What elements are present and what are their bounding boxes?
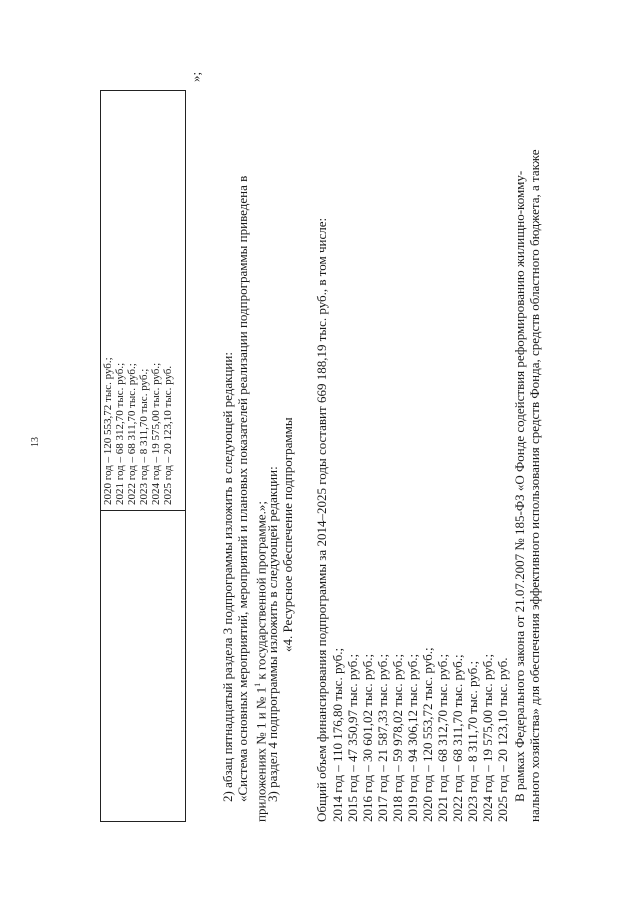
year-list [330, 647, 510, 822]
list-item: 2025 год – 20 123,10 тыс. руб. [495, 657, 510, 822]
section-heading: «4. Ресурсное обеспечение подпрограммы [280, 417, 295, 652]
table-cell-years [102, 357, 174, 505]
total-line: Общий объем финансирования подпрограммы за 2014–2025 годы составит 669 188,19 тыс. руб., в том числе: [314, 217, 329, 822]
table-line: 2023 год – 8 311,70 тыс. руб.; [138, 368, 150, 505]
funding-table [100, 90, 186, 822]
page-number: 13 [30, 437, 41, 447]
list-item: 2023 год – 8 311,70 тыс. руб.; [465, 660, 480, 822]
list-item: 2015 год – 47 350,97 тыс. руб.; [345, 653, 360, 822]
list-item: 2019 год – 94 306,12 тыс. руб.; [405, 653, 420, 822]
superscript-one: 1 [253, 682, 262, 687]
item2-quote-line1: «Система основных мероприятий, мероприятий и плановых показателей реализации подпрограммы приведена в [235, 175, 250, 802]
list-item: 2024 год – 19 575,00 тыс. руб.; [480, 653, 495, 822]
item2-quote-line2-end: к государственной программе.»; [253, 501, 269, 683]
list-item: 2022 год – 68 311,70 тыс. руб.; [450, 654, 465, 822]
item2-title: 2) абзац пятнадцатый раздела 3 подпрограммы изложить в следующей редакции: [220, 352, 235, 802]
list-item: 2020 год – 120 553,72 тыс. руб.; [420, 647, 435, 822]
table-line: 2021 год – 68 312,70 тыс. руб.; [114, 362, 126, 505]
table-column-divider [101, 510, 185, 511]
final-paragraph-line2: нального хозяйства» для обеспечения эффективного использования средств Фонда, средств областного бюджета, а также [527, 149, 542, 822]
table-line: 2022 год – 68 311,70 тыс. руб.; [126, 363, 138, 505]
rotated-page-content [60, 72, 620, 852]
final-paragraph-line1: В рамках Федерального закона от 21.07.2007 № 185-ФЗ «О Фонде содействия реформированию жилищно-комму- [512, 170, 527, 802]
table-line: 2020 год – 120 553,72 тыс. руб.; [102, 357, 114, 505]
table-line: 2025 год – 20 123,10 тыс. руб. [162, 365, 174, 505]
closing-quote-mark: »; [188, 71, 203, 82]
list-item: 2014 год – 110 176,80 тыс. руб.; [330, 647, 345, 822]
list-item: 2021 год – 68 312,70 тыс. руб.; [435, 653, 450, 822]
list-item: 2018 год – 59 978,02 тыс. руб.; [390, 653, 405, 822]
table-line: 2024 год – 19 575,00 тыс. руб.; [150, 362, 162, 505]
item2-quote-line2-text: приложениях № 1 и № 1 [253, 686, 269, 822]
list-item: 2017 год – 21 587,33 тыс. руб.; [375, 653, 390, 822]
item3-title: 3) раздел 4 подпрограммы изложить в следующей редакции: [265, 466, 280, 802]
list-item: 2016 год – 30 601,02 тыс. руб.; [360, 653, 375, 822]
